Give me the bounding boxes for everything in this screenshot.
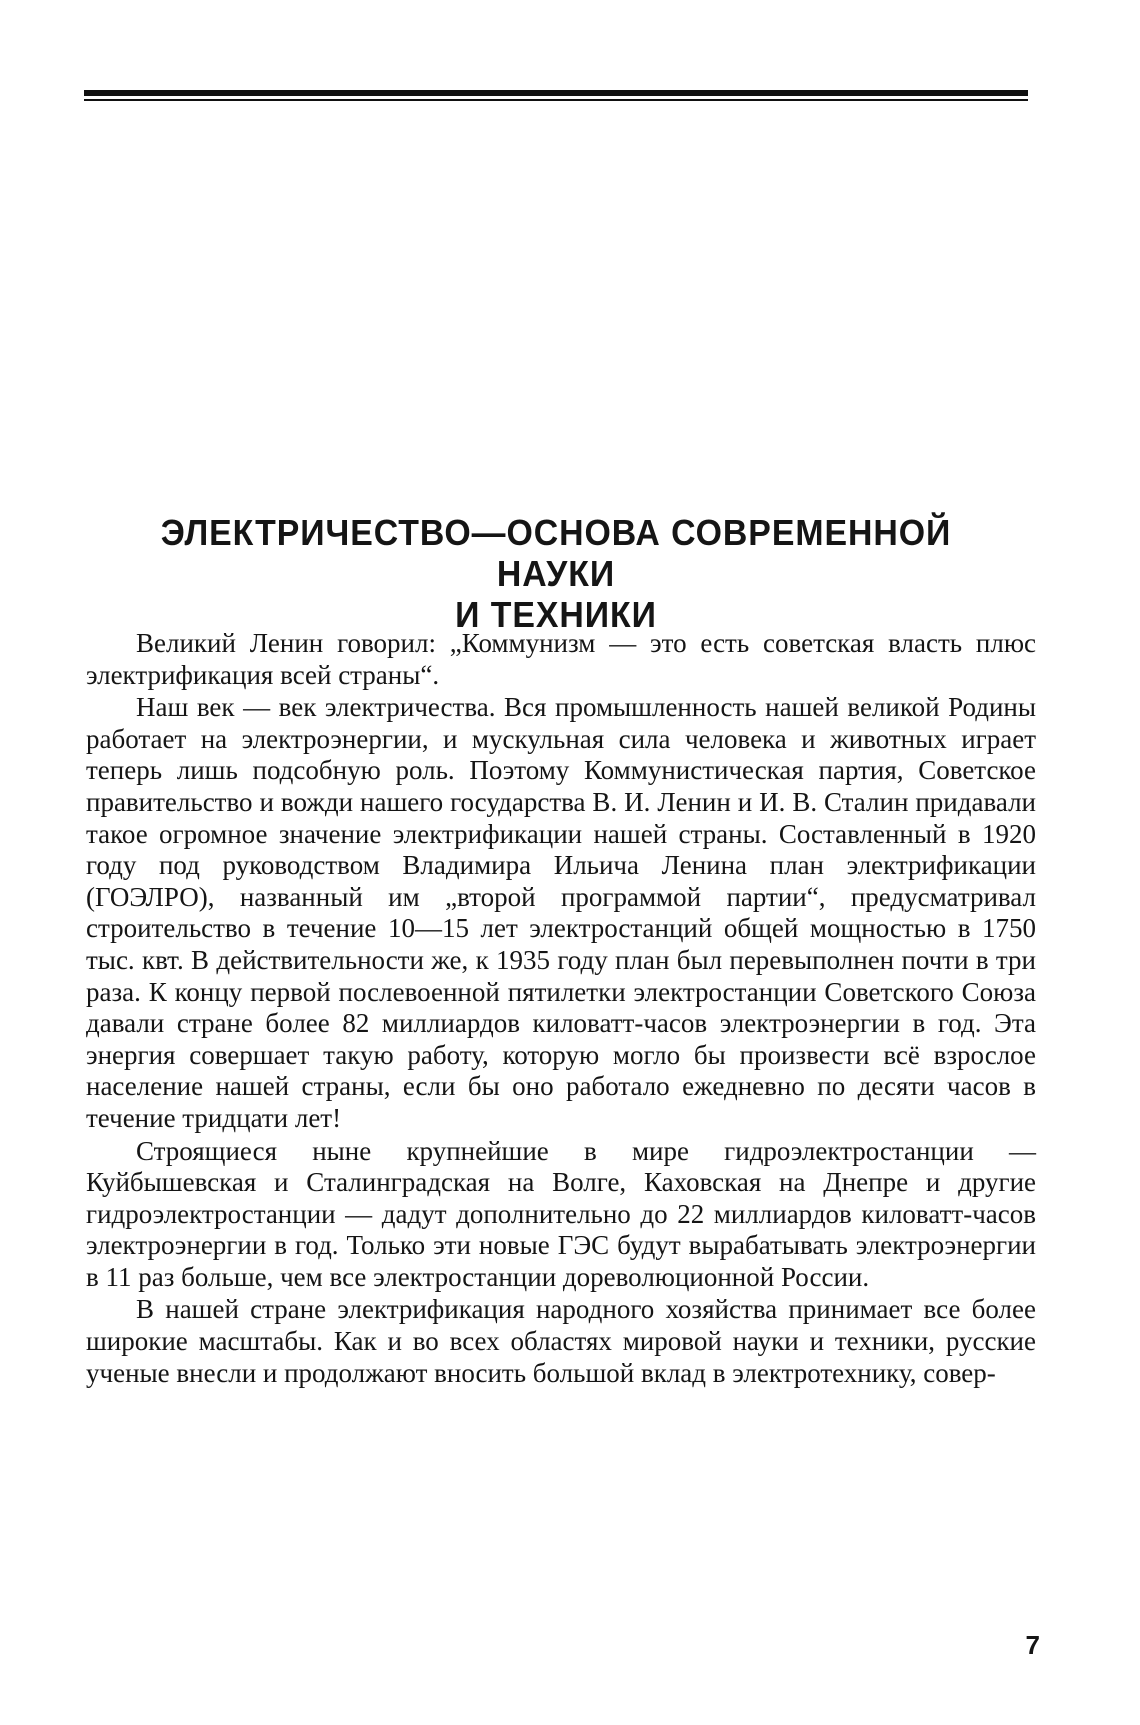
- chapter-title: [112, 512, 999, 635]
- chapter-title-line-1: ЭЛЕКТРИЧЕСТВО—ОСНОВА СОВРЕМЕННОЙ НАУКИ: [160, 512, 952, 594]
- paragraph-3: Строящиеся ныне крупнейшие в мире гидроэлектростанции — Куйбышевская и Сталинградская на Волге, Каховская на Днепре и другие гидроэлектростанции — дадут дополнительно до 22 миллиардов киловатт-часов электроэнергии в год. Только эти новые ГЭС будут вырабатывать электроэнергии в 11 раз больше, чем все электростанции дореволюционной России.: [86, 1135, 1036, 1292]
- paragraph-1: Великий Ленин говорил: „Коммунизм — это есть советская власть плюс электрификация всей страны“.: [86, 628, 1036, 690]
- top-rule-thick: [84, 90, 1028, 96]
- paragraph-2: Наш век — век электричества. Вся промышленность нашей великой Родины работает на электроэнергии, и мускульная сила человека и животных играет теперь лишь подсобную роль. Поэтому Коммунистическая партия, Советское правительство и вожди нашего государства В. И. Ленин и И. В. Сталин придавали такое огромное значение электрификации нашей страны. Составленный в 1920 году под руководством Владимира Ильича Ленина план электрификации (ГОЭЛРО), названный им „второй программой партии“, предусматривал строительство в течение 10—15 лет электростанций общей мощностью в 1750 тыс. квт. В действительности же, к 1935 году план был перевыполнен почти в три раза. К концу первой послевоенной пятилетки электростанции Советского Союза давали стране более 82 миллиардов киловатт-часов электроэнергии в год. Эта энергия совершает такую работу, которую могло бы произвести всё взрослое население нашей страны, если бы оно работало ежедневно по десяти часов в течение тридцати лет!: [86, 692, 1036, 1133]
- body-text: [86, 628, 1036, 1389]
- chapter-title-line-2: И ТЕХНИКИ: [455, 594, 657, 635]
- top-rule: [84, 90, 1028, 101]
- page-number: 7: [1025, 1630, 1040, 1660]
- paragraph-4: В нашей стране электрификация народного хозяйства принимает все более широкие масштабы. Как и во всех областях мировой науки и техники, русские ученые внесли и продолжают вносить большой вклад в электротехнику, совер-: [86, 1294, 1036, 1388]
- top-rule-thin: [84, 99, 1028, 101]
